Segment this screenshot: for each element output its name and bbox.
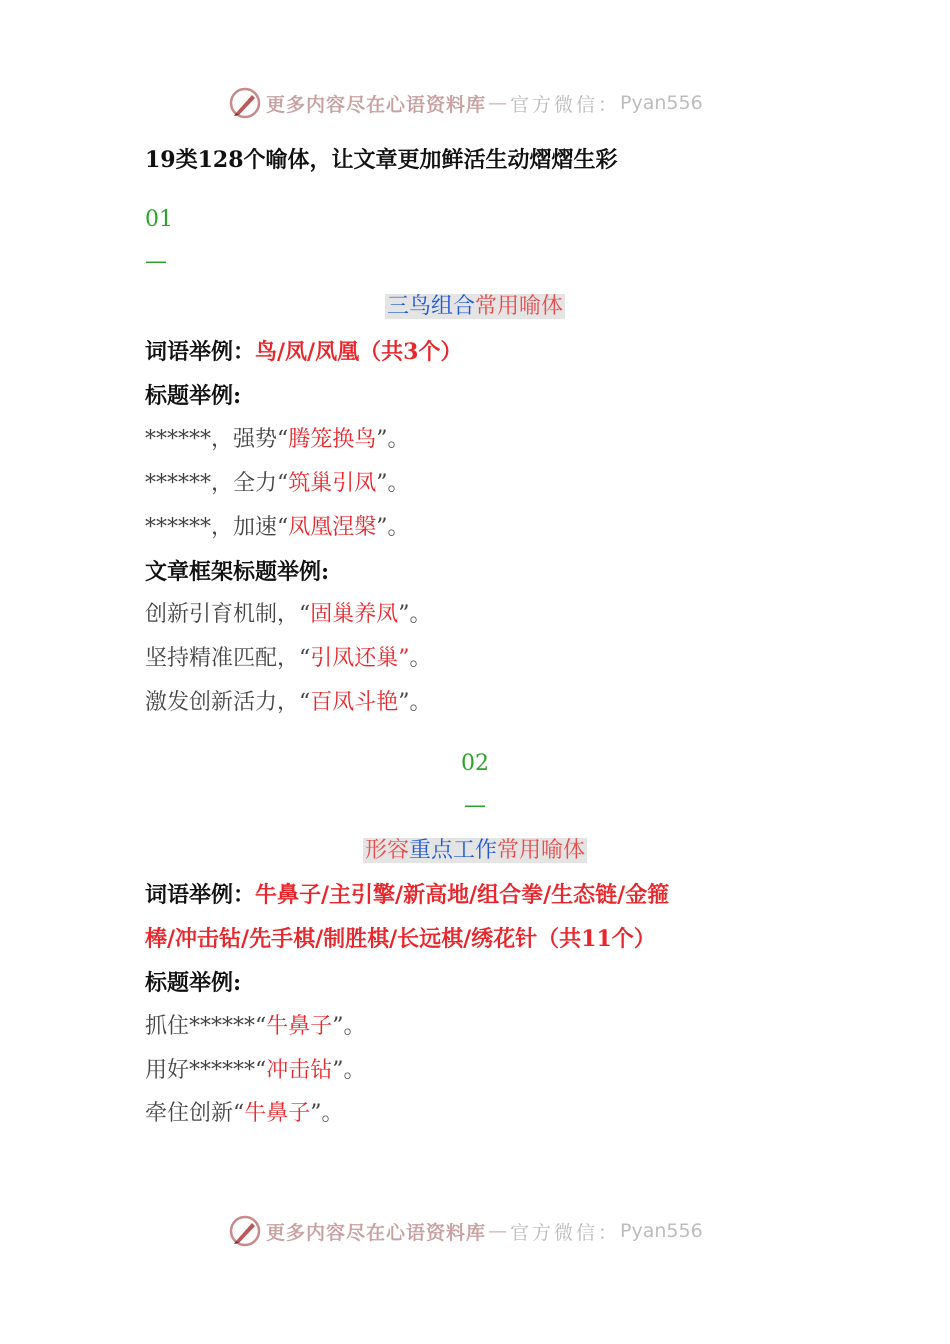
example-prefix: 抓住******“ — [145, 1014, 267, 1039]
section-2-heading — [0, 836, 950, 866]
section-2-heading-a: 形容 — [364, 838, 409, 863]
banner-dash: — — [488, 1220, 509, 1242]
example-highlight: 牛鼻子 — [244, 1101, 311, 1126]
example-suffix: ”。 — [332, 1014, 366, 1039]
frame-prefix: 坚持精准匹配，“ — [145, 646, 311, 671]
example-suffix: ”。 — [310, 1101, 344, 1126]
frame-highlight: 百凤斗艳 — [310, 690, 399, 715]
example-prefix: 牵住创新“ — [145, 1101, 245, 1126]
words-label: 词语举例： — [145, 339, 256, 365]
section-2-heading-box — [363, 838, 587, 863]
example-prefix: ******，强势“ — [145, 427, 289, 452]
frame-suffix: 。 — [409, 646, 432, 671]
frame-highlight: 固巢养凤 — [310, 602, 399, 627]
example-highlight: 筑巢引凤 — [288, 471, 377, 496]
frame-prefix: 创新引育机制，“ — [145, 602, 311, 627]
banner-code: Pyan556 — [620, 1220, 703, 1242]
section-2-words — [145, 880, 669, 911]
section-1-frame-label: 文章框架标题举例: — [145, 559, 330, 585]
section-1-words — [145, 337, 462, 368]
words-list-line-2: 棒/冲击钻/先手棋/制胜棋/长远棋/绣花针（共11个） — [145, 926, 656, 952]
header-banner — [228, 85, 703, 121]
section-1-number: 01 — [145, 207, 173, 232]
example-highlight: 牛鼻子 — [266, 1014, 333, 1039]
frame-line — [145, 644, 432, 674]
words-list-line-1: 牛鼻子/主引擎/新高地/组合拳/生态链/金箍 — [255, 882, 670, 908]
example-prefix: 用好******“ — [145, 1058, 267, 1083]
banner-dash: — — [488, 92, 509, 114]
example-highlight: 冲击钻 — [266, 1058, 333, 1083]
example-line — [145, 1099, 344, 1129]
example-line — [145, 469, 410, 499]
section-1-titles-label: 标题举例: — [145, 383, 242, 409]
frame-line — [145, 688, 432, 718]
example-highlight: 凤凰涅槃 — [288, 515, 377, 540]
section-2-titles-label: 标题举例: — [145, 970, 242, 996]
example-line — [145, 425, 410, 455]
example-suffix: ”。 — [376, 471, 410, 496]
section-2-dash: — — [464, 793, 486, 818]
example-suffix: ”。 — [376, 515, 410, 540]
example-suffix: ”。 — [376, 427, 410, 452]
example-line — [145, 1056, 366, 1086]
example-highlight: 腾笼换鸟 — [288, 427, 377, 452]
words-list: 鸟/凤/凤凰（共3个） — [255, 339, 463, 365]
banner-brand: 更多内容尽在心语资料库 — [266, 1221, 487, 1244]
pen-logo-icon — [228, 86, 262, 120]
banner-brand: 更多内容尽在心语资料库 — [266, 93, 487, 116]
frame-highlight: 引凤还巢” — [310, 646, 410, 671]
page-title: 19类128个喻体，让文章更加鲜活生动熠熠生彩 — [145, 147, 618, 173]
section-1-dash: — — [145, 249, 167, 274]
words-label: 词语举例： — [145, 882, 256, 908]
banner-sub: 官方微信： — [510, 1221, 621, 1244]
frame-suffix: ”。 — [398, 690, 432, 715]
example-prefix: ******，全力“ — [145, 471, 289, 496]
banner-sub: 官方微信： — [510, 93, 621, 116]
pen-logo-icon — [228, 1214, 262, 1248]
footer-banner — [228, 1213, 703, 1249]
section-2-heading-b: 重点工作 — [408, 838, 497, 863]
section-1-heading-b: 常用喻体 — [475, 294, 564, 319]
section-1-heading — [0, 292, 950, 322]
frame-suffix: ”。 — [398, 602, 432, 627]
section-1-heading-a: 三鸟组合 — [386, 294, 475, 319]
banner-code: Pyan556 — [620, 92, 703, 114]
example-line — [145, 1012, 366, 1042]
section-2-heading-c: 常用喻体 — [497, 838, 586, 863]
section-2-number: 02 — [461, 751, 489, 776]
example-prefix: ******，加速“ — [145, 515, 289, 540]
example-line — [145, 513, 410, 543]
frame-prefix: 激发创新活力，“ — [145, 690, 311, 715]
example-suffix: ”。 — [332, 1058, 366, 1083]
section-1-heading-box — [385, 294, 565, 319]
frame-line — [145, 600, 432, 630]
